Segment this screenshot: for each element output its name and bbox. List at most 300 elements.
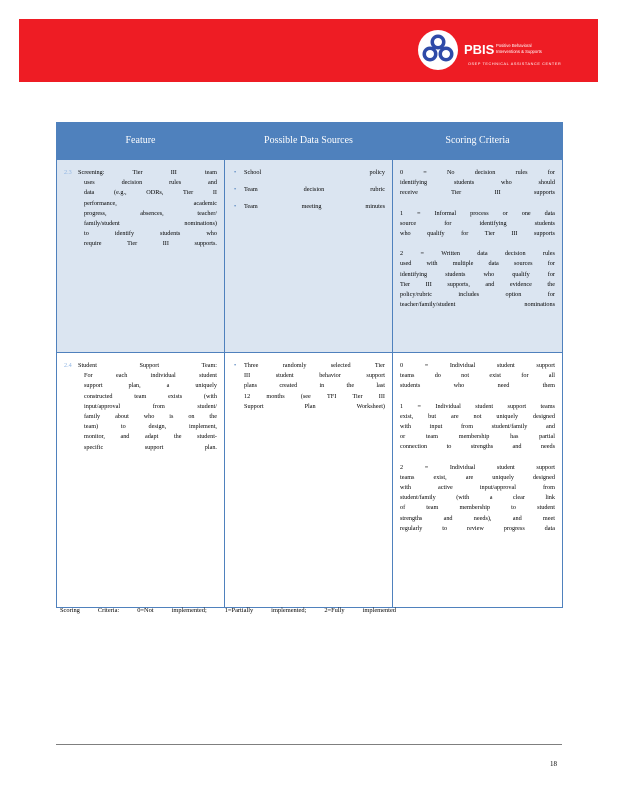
data-source-item [232, 185, 385, 195]
feature-cell [57, 160, 225, 353]
word: to [446, 443, 452, 451]
criteria-level [400, 463, 555, 534]
criteria-line [400, 493, 555, 503]
feature-line [64, 422, 217, 432]
word: includes [458, 291, 480, 299]
word: last [376, 382, 385, 390]
word: from [152, 402, 165, 410]
word: membership [459, 504, 491, 512]
word: months [266, 392, 285, 400]
word: qualify [427, 230, 445, 238]
word: Tier [183, 189, 194, 197]
criteria-line [400, 361, 555, 371]
word: teams [400, 372, 415, 380]
word: Written [441, 250, 460, 258]
word: a [166, 382, 170, 390]
word: support [536, 463, 555, 471]
word: active [438, 484, 453, 492]
criteria-line [400, 473, 555, 483]
data-sources-cell [225, 353, 393, 608]
word: nominations) [184, 220, 217, 228]
footer-rule [56, 744, 562, 745]
word: Tier [400, 280, 411, 288]
word: are [465, 473, 474, 481]
feature-line [64, 443, 217, 453]
word: Tier [127, 240, 138, 248]
data-source-line [232, 381, 385, 391]
word: exist [489, 372, 502, 380]
word: team [134, 392, 147, 400]
table-row [57, 353, 563, 608]
word: are [451, 412, 459, 420]
word: and [443, 514, 453, 522]
word: support [507, 402, 527, 410]
word: exists [168, 392, 183, 400]
word: family/student [84, 220, 120, 228]
word: minutes [365, 203, 385, 211]
word: uses [84, 179, 95, 187]
word: (with [456, 494, 470, 502]
word: student/ [197, 402, 217, 410]
word: = [420, 250, 424, 258]
word: who [483, 270, 495, 278]
word: III [425, 280, 432, 288]
word: data [477, 250, 488, 258]
word: receive [400, 189, 418, 197]
table-row [57, 160, 563, 353]
word: in [319, 382, 325, 390]
criteria-level [400, 402, 555, 453]
word: Plan [304, 402, 316, 410]
word: partial [539, 433, 555, 441]
word: and [485, 280, 495, 288]
word: Informal [434, 209, 457, 217]
word: is [169, 413, 174, 421]
word: membership [458, 433, 490, 441]
word: • Team [244, 203, 258, 211]
word: adapt [144, 433, 159, 441]
word: III [170, 169, 177, 176]
word: input/approval [84, 402, 121, 410]
word: for [547, 260, 555, 268]
word: multiple [452, 260, 474, 268]
word: exist, [433, 473, 447, 481]
word: student [199, 372, 217, 380]
criteria-line [400, 270, 555, 280]
page-number: 18 [550, 760, 557, 768]
word: • Three [244, 362, 259, 369]
word: source [400, 219, 417, 227]
word: not [473, 412, 482, 420]
criteria-level [400, 249, 555, 310]
word: No [446, 169, 455, 176]
word: to [511, 504, 516, 512]
criteria-line [400, 412, 555, 422]
word: for [547, 291, 555, 299]
word: nominations [524, 301, 555, 309]
word: III [162, 240, 169, 248]
word: from [542, 484, 555, 492]
word: team [204, 169, 217, 176]
word: one [521, 209, 531, 217]
word: supports [533, 189, 555, 197]
word: link [545, 494, 555, 502]
word: decision [474, 169, 496, 176]
word: team [425, 433, 438, 441]
word: Student [78, 362, 97, 369]
word: student/family [400, 494, 436, 502]
word: strengths [400, 514, 423, 522]
word: identify [114, 230, 135, 238]
word: teams [400, 473, 415, 481]
word: but [428, 412, 437, 420]
word: support [366, 372, 385, 380]
word: constructed [84, 392, 113, 400]
word: uniquely [492, 473, 514, 481]
word: Individual [449, 362, 476, 369]
word: for [547, 169, 555, 176]
word: with [400, 423, 412, 431]
word: decision [303, 186, 325, 194]
word: teacher/ [197, 209, 217, 217]
word: strengths [470, 443, 494, 451]
word: students [400, 382, 421, 390]
word: meet [542, 514, 555, 522]
feature-cell [57, 353, 225, 608]
word: implemented [362, 607, 396, 614]
word: and [512, 514, 522, 522]
word: II [212, 189, 217, 197]
word: individual [150, 372, 176, 380]
criteria-line [400, 524, 555, 534]
word: Support [139, 362, 160, 369]
word: student [275, 372, 294, 380]
word: designed [532, 473, 555, 481]
word: academic [193, 199, 217, 207]
word: • School [244, 169, 262, 176]
word: review [467, 524, 484, 532]
word: (with [203, 392, 217, 400]
word: all [548, 372, 555, 380]
word: to [442, 524, 448, 532]
criteria-line [400, 300, 555, 310]
word: plan, [128, 382, 141, 390]
criteria-line [400, 483, 555, 493]
criteria-line [400, 381, 555, 391]
word: option [505, 291, 522, 299]
word: implemented; [171, 607, 207, 614]
word: III [494, 189, 501, 197]
word: III [511, 230, 518, 238]
feature-line [64, 188, 217, 198]
criteria-line [400, 219, 555, 229]
word: identifying [479, 219, 507, 227]
word: teams [540, 402, 555, 410]
word: 12 [244, 392, 251, 400]
word: the [346, 382, 355, 390]
word: progress, [84, 209, 107, 217]
word: students [445, 270, 466, 278]
feature-line [64, 209, 217, 219]
word: plans [244, 382, 258, 390]
word: students [453, 179, 475, 187]
word: performance, [84, 199, 117, 207]
data-sources-cell [225, 160, 393, 353]
word: do [434, 372, 441, 380]
word: meeting [301, 203, 322, 211]
criteria-line [400, 463, 555, 473]
word: Criteria: [97, 607, 120, 614]
criteria-line [400, 290, 555, 300]
criteria-line [400, 422, 555, 432]
word: specific [84, 443, 104, 451]
word: for [444, 219, 452, 227]
word: policy [369, 169, 385, 176]
word: and [546, 423, 555, 431]
word: Screening: [78, 169, 105, 176]
word: uniquely [496, 412, 519, 420]
criteria-line [400, 402, 555, 412]
word: 0 [400, 362, 404, 369]
criteria-line [400, 178, 555, 188]
word: each [115, 372, 128, 380]
word: (e.g., [114, 189, 127, 197]
word: uniquely [195, 382, 217, 390]
word: used [400, 260, 412, 268]
word: • Team [244, 186, 258, 194]
word: qualify [512, 270, 530, 278]
word: policy/rubric [400, 291, 432, 299]
word: decision [504, 250, 526, 258]
word: = [424, 463, 429, 471]
scoring-criteria-note [60, 607, 396, 614]
word: process [470, 209, 489, 217]
word: Tier [484, 230, 495, 238]
word: data [544, 524, 555, 532]
word: support [144, 443, 164, 451]
word: Individual [449, 463, 476, 471]
feature-line [64, 432, 217, 442]
word: supports, [447, 280, 470, 288]
word: data [84, 189, 95, 197]
word: students [534, 219, 555, 227]
word: data [544, 209, 555, 217]
criteria-level [400, 209, 555, 240]
word: behavior [319, 372, 341, 380]
word: on [188, 413, 195, 421]
criteria-line [400, 432, 555, 442]
word: or [400, 433, 406, 441]
word: with [426, 260, 438, 268]
criteria-line [400, 503, 555, 513]
feature-line [64, 178, 217, 188]
word: implement, [188, 423, 217, 431]
word: with [400, 484, 412, 492]
word: Support [244, 402, 264, 410]
word: identifying [400, 270, 428, 278]
word: or [502, 209, 508, 217]
word: who [501, 179, 512, 187]
criteria-level [400, 168, 555, 199]
word: rules [515, 169, 528, 176]
logo-tagline: OSEP TECHNICAL ASSISTANCE CENTER [468, 62, 562, 66]
feature-line [64, 168, 217, 178]
word: (see [300, 392, 311, 400]
logo-subtitle-1: Positive Behavioral [496, 43, 532, 48]
word: identifying [400, 179, 428, 187]
word: the [547, 280, 555, 288]
feature-line [64, 219, 217, 229]
data-source-item [232, 168, 385, 178]
word: 2 [400, 250, 404, 258]
criteria-line [400, 514, 555, 524]
data-source-line [232, 392, 385, 402]
word: has [510, 433, 519, 441]
pbis-logo [416, 28, 566, 72]
pbis-logo-icon [416, 28, 460, 72]
word: to [84, 230, 89, 238]
word: = [424, 362, 429, 369]
data-sources-list [232, 361, 385, 412]
word: for [547, 270, 555, 278]
word: 2 [400, 463, 404, 471]
word: from [461, 423, 474, 431]
word: teacher/family/student [400, 301, 456, 309]
word: who [143, 413, 155, 421]
word: evidence [509, 280, 532, 288]
word: Scoring [60, 607, 80, 614]
word: III [378, 392, 385, 400]
word: clear [512, 494, 525, 502]
word: rules [169, 179, 182, 187]
criteria-line [400, 229, 555, 239]
item-number: 2.4 [64, 362, 72, 369]
word: exist, [400, 412, 414, 420]
word: the [173, 433, 182, 441]
word: the [209, 413, 217, 421]
word: not [461, 372, 470, 380]
word: = [417, 402, 421, 410]
data-source-item [232, 361, 385, 371]
word: about [115, 413, 129, 421]
word: 0 [400, 169, 404, 176]
word: rubric [370, 186, 385, 194]
criteria-line [400, 188, 555, 198]
logo-text: PBIS [464, 42, 495, 57]
word: and [512, 443, 522, 451]
word: student- [197, 433, 217, 441]
criteria-line [400, 168, 555, 178]
word: require [84, 240, 102, 248]
criteria-line [400, 249, 555, 259]
word: Tier [451, 189, 462, 197]
word: regularly [400, 524, 423, 532]
word: 1 [400, 402, 404, 410]
word: Tier [352, 392, 363, 400]
word: Individual [435, 402, 461, 410]
criteria-line [400, 442, 555, 452]
word: Team: [201, 362, 217, 369]
word: supports [533, 230, 555, 238]
word: student [496, 463, 515, 471]
criteria-line [400, 259, 555, 269]
word: data [488, 260, 499, 268]
word: student [537, 504, 555, 512]
data-source-item [232, 202, 385, 212]
feature-line [64, 239, 217, 249]
word: monitor, [84, 433, 105, 441]
word: For [84, 372, 93, 380]
word: created [279, 382, 298, 390]
word: needs), [473, 514, 492, 522]
word: student [475, 402, 494, 410]
word: student/family [491, 423, 528, 431]
word: Tier [374, 362, 385, 369]
word: family [84, 413, 101, 421]
word: = [417, 209, 421, 217]
word: supports. [194, 240, 217, 248]
feature-line [64, 371, 217, 381]
feature-line [64, 412, 217, 422]
word: III [244, 372, 251, 380]
word: = [423, 169, 427, 176]
feature-line [64, 361, 217, 371]
word: team [426, 504, 439, 512]
word: progress [503, 524, 525, 532]
item-number: 2.3 [64, 169, 72, 176]
column-header-feature: Feature [57, 123, 225, 160]
word: to [120, 423, 126, 431]
word: input/approval [479, 484, 516, 492]
word: student [496, 362, 515, 369]
word: input [429, 423, 443, 431]
feature-line [64, 381, 217, 391]
word: support [536, 362, 555, 369]
criteria-level [400, 361, 555, 392]
feature-line [64, 402, 217, 412]
word: 2=Fully [324, 607, 345, 614]
column-header-data-sources: Possible Data Sources [225, 123, 393, 160]
word: rules [542, 250, 555, 258]
criteria-line [400, 280, 555, 290]
word: who [453, 382, 465, 390]
feature-line [64, 392, 217, 402]
column-header-scoring-criteria: Scoring Criteria [393, 123, 563, 160]
table-header-row [57, 123, 563, 160]
word: need [497, 382, 510, 390]
scoring-criteria-cell [393, 353, 563, 608]
word: decision [121, 179, 143, 187]
word: a [489, 494, 493, 502]
word: TFI [327, 392, 337, 400]
logo-subtitle-2: Interventions & Supports [496, 49, 542, 54]
criteria-line [400, 371, 555, 381]
word: 1 [400, 209, 404, 217]
word: designed [532, 412, 555, 420]
word: sources [513, 260, 533, 268]
feature-line [64, 229, 217, 239]
word: students [160, 230, 181, 238]
criteria-line [400, 209, 555, 219]
word: for [461, 230, 469, 238]
word: design, [148, 423, 167, 431]
word: selected [330, 362, 351, 369]
word: implemented; [271, 607, 307, 614]
word: ODRs, [146, 189, 164, 197]
word: and [120, 433, 130, 441]
word: Tier [132, 169, 143, 176]
word: connection [400, 443, 428, 451]
